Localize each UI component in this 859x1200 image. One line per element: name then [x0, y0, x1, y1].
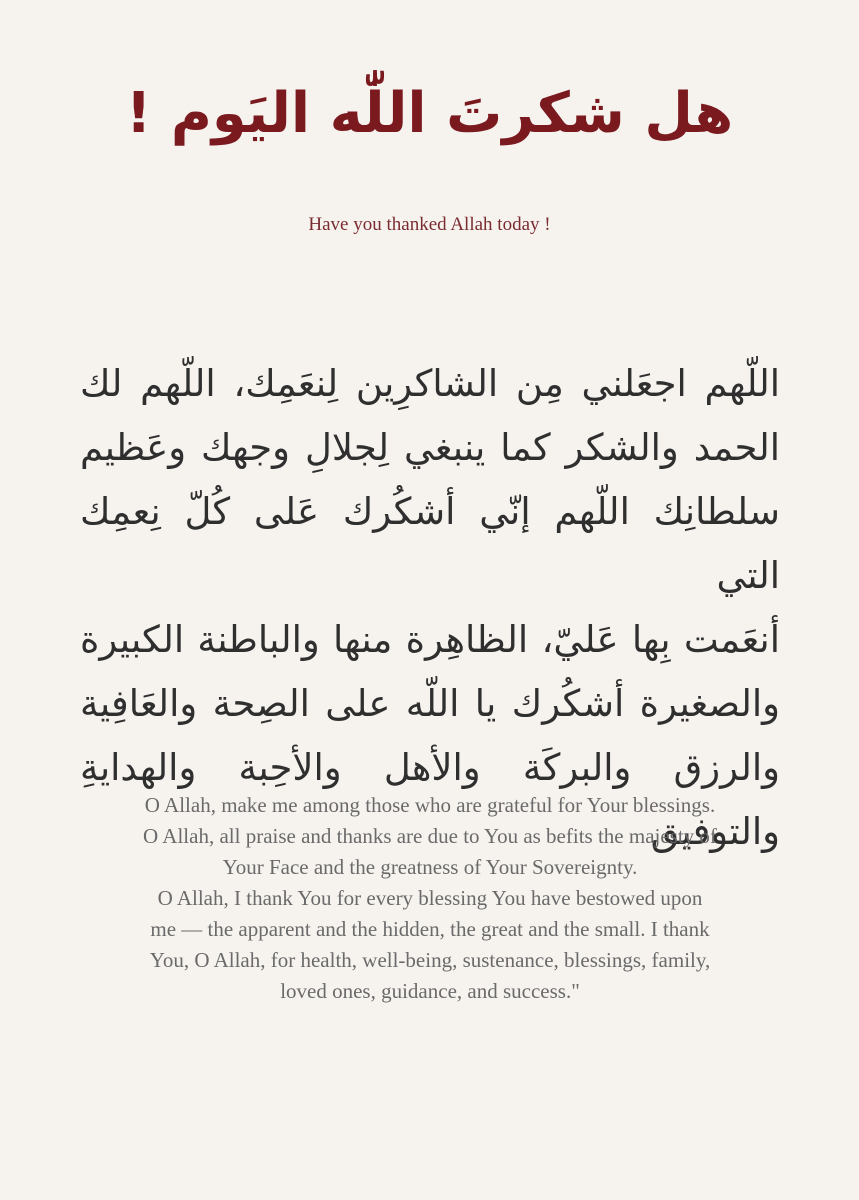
arabic-line: الحمد والشكر كما ينبغي لِجلالِ وجهك وعَظيم	[80, 426, 780, 469]
english-translation	[55, 790, 805, 1007]
translation-line: O Allah, make me among those who are grateful for Your blessings.	[144, 793, 716, 817]
arabic-line: والرزق والبركَة والأهل والأحِبة والهدايةِ والتوفيق	[80, 746, 780, 853]
translation-line: me — the apparent and the hidden, the great and the small. I thank	[150, 917, 710, 941]
arabic-title: هل شكرتَ اللّٰه اليَوم !	[125, 81, 734, 146]
english-subtitle: Have you thanked Allah today !	[308, 214, 551, 235]
translation-line: loved ones, guidance, and success."	[280, 979, 580, 1003]
translation-line: O Allah, all praise and thanks are due to You as befits the majesty of	[143, 824, 717, 848]
arabic-line: والصغيرة أشكُرك يا اللّه على الصِحة والعَافِية	[80, 682, 780, 725]
translation-line: You, O Allah, for health, well-being, sustenance, blessings, family,	[149, 948, 711, 972]
arabic-line: أنعَمت بِها عَليّ، الظاهِرة منها والباطنة الكبيرة	[80, 618, 780, 661]
arabic-line: اللّهم اجعَلني مِن الشاكرِين لِنعَمِك، اللّهم لك	[80, 362, 780, 405]
arabic-supplication	[80, 352, 780, 864]
translation-line: Your Face and the greatness of Your Sovereignty.	[222, 855, 638, 879]
arabic-line: سلطانِك اللّهم إنّي أشكُرك عَلى كُلّ نِعمِك التي	[80, 490, 780, 597]
translation-line: O Allah, I thank You for every blessing You have bestowed upon	[157, 886, 703, 910]
